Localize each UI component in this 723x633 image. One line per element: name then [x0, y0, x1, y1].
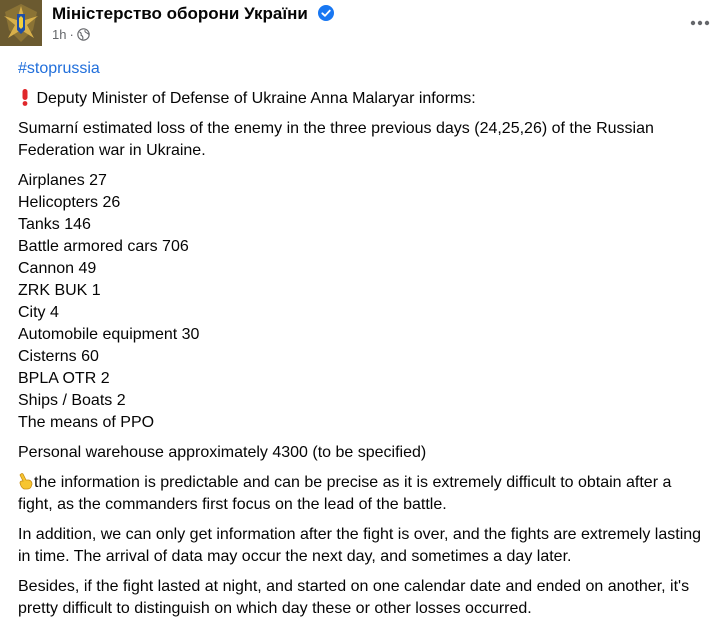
list-item: Cannon 49: [18, 260, 97, 277]
meta-separator: ·: [69, 27, 74, 42]
list-item: Tanks 146: [18, 216, 91, 233]
post-meta: [52, 27, 90, 42]
list-item: Airplanes 27: [18, 172, 107, 189]
list-item: Ships / Boats 2: [18, 392, 126, 409]
verified-badge-icon: [318, 5, 334, 21]
list-item: Cisterns 60: [18, 348, 99, 365]
intro-line: [18, 88, 708, 110]
summary-paragraph: Sumarní estimated loss of the enemy in the three previous days (24,25,26) of the Russian Federation war in Ukraine.: [18, 120, 654, 159]
page-name[interactable]: [52, 4, 334, 24]
hashtag-link[interactable]: #stoprussia: [18, 60, 100, 77]
intro-text: Deputy Minister of Defense of Ukraine Anna Malaryar informs:: [36, 90, 476, 107]
more-options-button[interactable]: [685, 8, 715, 38]
list-item: Helicopters 26: [18, 194, 121, 211]
list-item: Automobile equipment 30: [18, 326, 200, 343]
note-text: the information is predictable and can be precise as it is extremely difficult to obtain after a fight, as the commanders first focus on the lead of the battle.: [18, 474, 672, 513]
addition-paragraph: In addition, we can only get information after the fight is over, and the fights are extremely lasting in time. The arrival of data may occur the next day, and sometimes a day later.: [18, 526, 702, 565]
globe-icon[interactable]: [77, 28, 90, 41]
post-timestamp[interactable]: 1h: [52, 27, 67, 42]
list-item: BPLA OTR 2: [18, 370, 110, 387]
losses-list: [18, 170, 708, 434]
note-paragraph: [18, 472, 708, 516]
more-options-icon: [690, 20, 710, 26]
hashtag-line: [18, 58, 708, 80]
personnel-paragraph: Personal warehouse approximately 4300 (to be specified): [18, 444, 427, 461]
post-header: [0, 0, 723, 50]
page-avatar[interactable]: [0, 0, 42, 46]
list-item: The means of PPO: [18, 414, 155, 431]
list-item: City 4: [18, 304, 59, 321]
pointing-hand-emoji: [18, 472, 34, 490]
post-body: [18, 58, 708, 628]
page-name-text[interactable]: Міністерство оборони України: [52, 4, 308, 23]
red-exclamation-emoji: [18, 88, 32, 106]
besides-paragraph: Besides, if the fight lasted at night, and started on one calendar date and ended on another, it's pretty difficult to distinguish on which day these or other losses occurred.: [18, 578, 690, 617]
ministry-emblem-icon: [0, 0, 42, 46]
list-item: ZRK BUK 1: [18, 282, 101, 299]
list-item: Battle armored cars 706: [18, 238, 189, 255]
